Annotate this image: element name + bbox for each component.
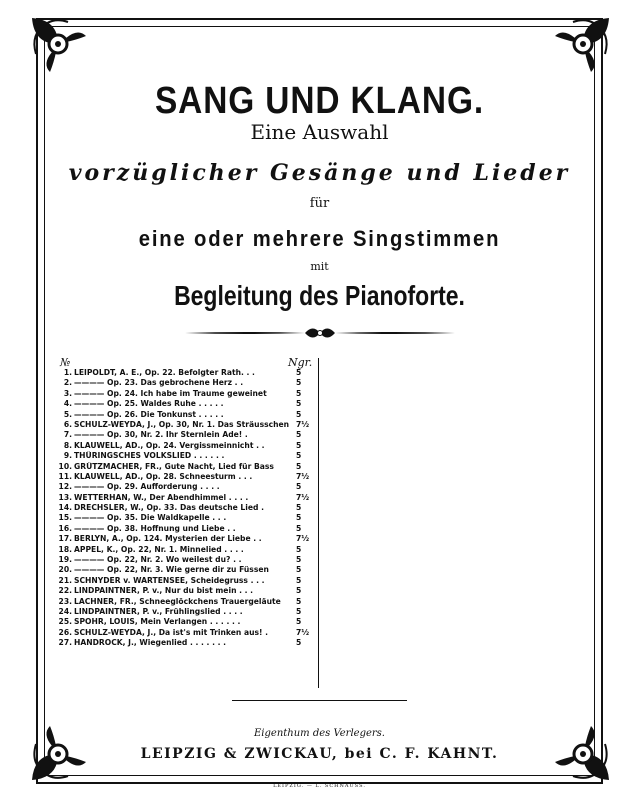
song-price: 5	[296, 451, 302, 461]
list-item	[56, 617, 326, 627]
song-title: BERLYN, A., Op. 124. Mysterien der Liebe . .	[74, 534, 262, 544]
song-number: 23.	[58, 596, 72, 606]
song-title: ———— Op. 35. Die Waldkapelle . . .	[74, 513, 227, 523]
song-number: 22.	[58, 586, 72, 596]
corner-ornament-top-right	[551, 14, 613, 76]
song-list	[56, 368, 326, 649]
list-item	[56, 555, 326, 565]
list-item	[56, 472, 326, 482]
song-price: 5	[296, 523, 302, 533]
song-title: WETTERHAN, W., Der Abendhimmel . . . .	[74, 492, 249, 502]
song-price: 5	[296, 440, 302, 450]
song-number: 7.	[63, 430, 72, 440]
song-price: 5	[296, 503, 302, 513]
song-price: 5	[296, 544, 302, 554]
song-price: 5	[296, 586, 302, 596]
list-item	[56, 545, 326, 555]
song-title: KLAUWELL, AD., Op. 24. Vergissmeinnicht . .	[74, 440, 265, 450]
song-title: SPOHR, LOUIS, Mein Verlangen . . . . . .	[74, 617, 241, 627]
song-title: ———— Op. 30, Nr. 2. Ihr Sternlein Ade! .	[74, 430, 248, 440]
list-item	[56, 378, 326, 388]
song-title: LEIPOLDT, A. E., Op. 22. Befolgter Rath. . .	[74, 368, 255, 377]
song-number: 17.	[58, 534, 72, 544]
list-item	[56, 482, 326, 492]
song-title: LINDPAINTNER, P. v., Frühlingslied . . . .	[74, 606, 243, 616]
song-price: 5	[296, 596, 302, 606]
publisher-imprint: LEIPZIG & ZWICKAU, bei C. F. KAHNT.	[140, 746, 499, 762]
song-price: 5	[296, 430, 302, 440]
list-item	[56, 597, 326, 607]
list-item	[56, 441, 326, 451]
song-title: DRECHSLER, W., Op. 33. Das deutsche Lied .	[74, 503, 264, 513]
list-item	[56, 410, 326, 420]
song-title: ———— Op. 23. Das gebrochene Herz . .	[74, 378, 244, 388]
list-item	[56, 586, 326, 596]
song-price: 5	[296, 461, 302, 471]
song-number: 27.	[58, 638, 72, 648]
song-title: ———— Op. 24. Ich habe im Traume geweinet	[74, 388, 267, 398]
song-title: SCHULZ-WEYDA, J., Op. 30, Nr. 1. Das Sträusschen	[74, 419, 290, 429]
subtitle-accompaniment: Begleitung des Pianoforte.	[174, 280, 465, 311]
song-number: 24.	[58, 606, 72, 616]
list-item	[56, 420, 326, 430]
list-item	[56, 534, 326, 544]
song-title: APPEL, K., Op. 22, Nr. 1. Minnelied . . . .	[74, 544, 244, 554]
list-item	[56, 638, 326, 648]
song-number: 5.	[63, 409, 72, 419]
song-price: 5	[296, 513, 302, 523]
song-price: 5	[296, 606, 302, 616]
text-mit: mit	[310, 260, 329, 273]
song-price: 7½	[296, 627, 310, 637]
song-price: 5	[296, 565, 302, 575]
song-number: 10.	[58, 461, 72, 471]
subtitle-selection: Eine Auswahl	[250, 120, 389, 144]
song-title: SCHULZ-WEYDA, J., Da ist's mit Trinken aus! .	[74, 627, 269, 637]
divider-ornament	[185, 322, 455, 344]
song-number: 14.	[58, 503, 72, 513]
song-number: 12.	[58, 482, 72, 492]
song-number: 16.	[58, 523, 72, 533]
list-item	[56, 628, 326, 638]
song-number: 9.	[63, 451, 72, 461]
song-number: 8.	[63, 440, 72, 450]
song-title: LACHNER, FR., Schneeglöckchens Trauergeläute	[74, 596, 281, 606]
song-title: SCHNYDER v. WARTENSEE, Scheidegruss . . .	[74, 575, 265, 585]
page-title: SANG UND KLANG.	[154, 80, 485, 122]
song-price: 5	[296, 368, 302, 377]
song-title: ———— Op. 22, Nr. 3. Wie gerne dir zu Füssen	[74, 565, 269, 575]
song-price: 5	[296, 482, 302, 492]
song-price: 5	[296, 399, 302, 409]
list-item	[56, 493, 326, 503]
song-number: 21.	[58, 575, 72, 585]
list-item	[56, 524, 326, 534]
text-fuer: für	[309, 196, 330, 211]
ownership-note: Eigenthum des Verlegers.	[254, 728, 385, 739]
song-title: GRÜTZMACHER, FR., Gute Nacht, Lied für Bass	[74, 461, 274, 471]
list-item	[56, 399, 326, 409]
song-price: 5	[296, 555, 302, 565]
list-header-number: №	[60, 356, 71, 369]
song-price: 7½	[296, 492, 310, 502]
song-number: 19.	[58, 555, 72, 565]
list-item	[56, 565, 326, 575]
list-header-price: Ngr.	[288, 356, 313, 369]
list-item	[56, 607, 326, 617]
song-title: KLAUWELL, AD., Op. 28. Schneesturm . . .	[74, 471, 253, 481]
song-title: HANDROCK, J., Wiegenlied . . . . . . .	[74, 638, 227, 648]
song-number: 26.	[58, 627, 72, 637]
song-title: LINDPAINTNER, P. v., Nur du bist mein . . .	[74, 586, 254, 596]
song-price: 5	[296, 617, 302, 627]
list-item	[56, 451, 326, 461]
list-item	[56, 513, 326, 523]
song-price: 7½	[296, 471, 310, 481]
corner-ornament-top-left	[28, 14, 90, 76]
song-title: ———— Op. 22, Nr. 2. Wo weilest du? . .	[74, 555, 242, 565]
song-number: 18.	[58, 544, 72, 554]
song-number: 6.	[63, 419, 72, 429]
song-price: 7½	[296, 534, 310, 544]
list-item	[56, 430, 326, 440]
song-number: 20.	[58, 565, 72, 575]
subtitle-songs: vorzüglicher Gesänge und Lieder	[68, 160, 571, 186]
song-price: 5	[296, 638, 302, 648]
song-number: 4.	[63, 399, 72, 409]
list-item	[56, 368, 326, 378]
song-number: 2.	[63, 378, 72, 388]
list-item	[56, 462, 326, 472]
song-title: ———— Op. 25. Waldes Ruhe . . . . .	[74, 399, 224, 409]
song-number: 11.	[58, 471, 72, 481]
song-number: 13.	[58, 492, 72, 502]
song-number: 15.	[58, 513, 72, 523]
song-price: 5	[296, 378, 302, 388]
song-price: 7½	[296, 419, 310, 429]
song-number: 25.	[58, 617, 72, 627]
song-title: ———— Op. 38. Hoffnung und Liebe . .	[74, 523, 236, 533]
song-title: ———— Op. 29. Aufforderung . . . .	[74, 482, 220, 492]
list-item	[56, 576, 326, 586]
list-item	[56, 389, 326, 399]
bottom-rule	[232, 700, 407, 701]
song-price: 5	[296, 575, 302, 585]
song-number: 1.	[63, 368, 72, 377]
list-item	[56, 503, 326, 513]
song-title: ———— Op. 26. Die Tonkunst . . . . .	[74, 409, 224, 419]
song-title: THÜRINGSCHES VOLKSLIED . . . . . .	[74, 451, 225, 461]
song-number: 3.	[63, 388, 72, 398]
song-price: 5	[296, 388, 302, 398]
printer-imprint: LEIPZIG. — L. SCHNAUSS.	[273, 783, 366, 789]
subtitle-voices: eine oder mehrere Singstimmen	[138, 226, 501, 251]
song-price: 5	[296, 409, 302, 419]
